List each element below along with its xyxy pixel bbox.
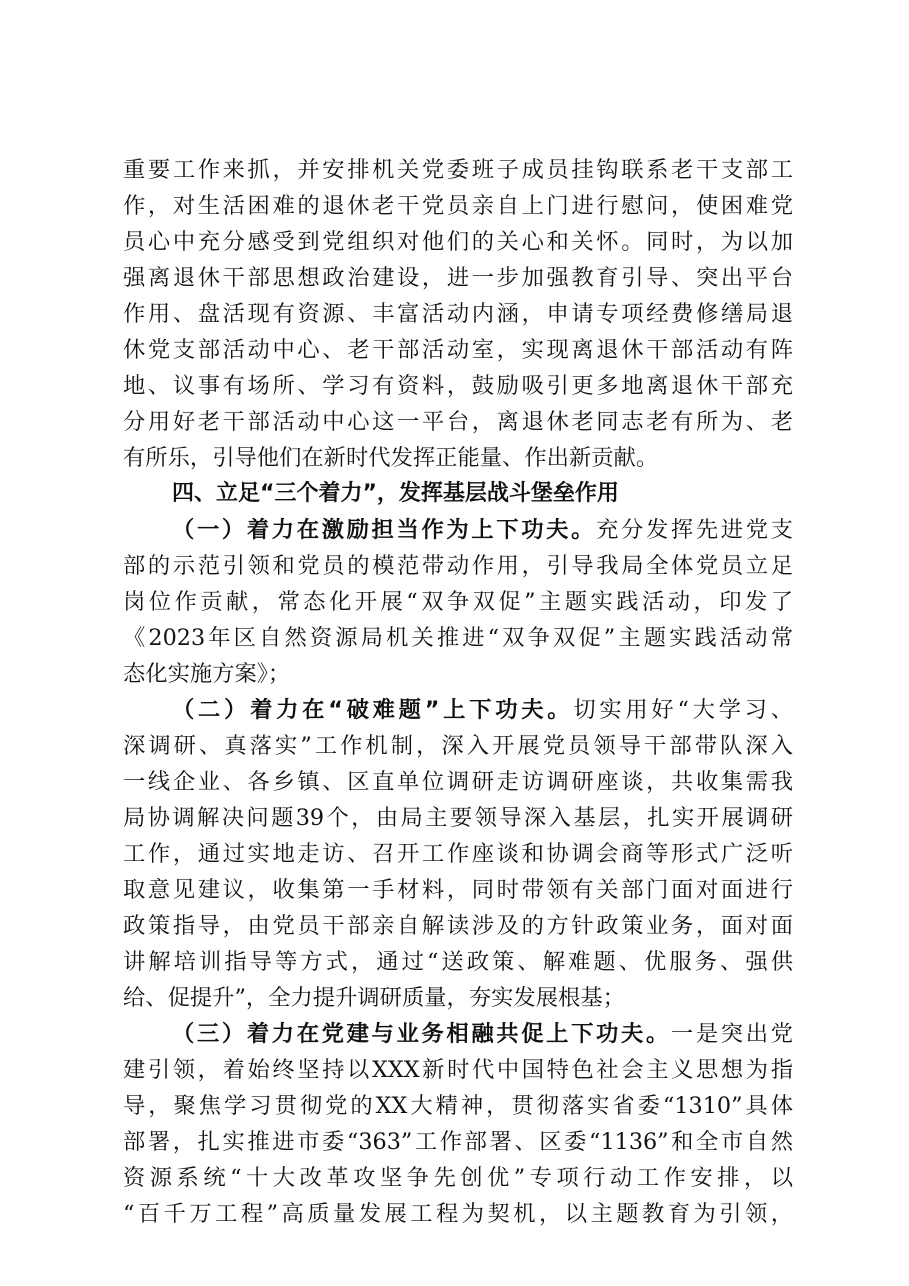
paragraph-line: “百千万工程”高质量发展工程为契机，以主题教育为引领， xyxy=(123,1201,793,1227)
paragraph-line: 态化实施方案》； xyxy=(123,661,291,687)
paragraph-line: 重要工作来抓，并安排机关党委班子成员挂钩联系老干支部工 xyxy=(123,157,793,183)
paragraph-line: 取意见建议，收集第一手材料，同时带领有关部门面对面进行 xyxy=(123,877,793,903)
subheading-lead: （三）着力在党建与业务相融共促上下功夫。 xyxy=(172,1021,671,1047)
paragraph-line: 部署，扎实推进市委“363”工作部署、区委“1136”和全市自然 xyxy=(123,1129,793,1155)
paragraph-line: 局协调解决问题39个，由局主要领导深入基层，扎实开展调研 xyxy=(123,805,793,831)
paragraph-line: 岗位作贡献，常态化开展“双争双促”主题实践活动，印发了 xyxy=(123,589,793,615)
paragraph-line: 工作，通过实地走访、召开工作座谈和协调会商等形式广泛听 xyxy=(123,841,793,867)
paragraph-line: 地、议事有场所、学习有资料，鼓励吸引更多地离退休干部充 xyxy=(123,373,793,399)
paragraph-line: 给、促提升”，全力提升调研质量，夯实发展根基； xyxy=(123,985,625,1011)
subheading-lead: （一）着力在激励担当作为上下功夫。 xyxy=(172,517,597,543)
paragraph-text: 一是突出党 xyxy=(670,1021,793,1047)
paragraph-text: 切实用好“大学习、 xyxy=(573,697,794,723)
paragraph-line: 分用好老干部活动中心这一平台，离退休老同志老有所为、老 xyxy=(123,409,793,435)
paragraph-line: 建引领，着始终坚持以XXX新时代中国特色社会主义思想为指 xyxy=(123,1057,793,1083)
paragraph-line: 作，对生活困难的退休老干党员亲自上门进行慰问，使困难党 xyxy=(123,193,793,219)
paragraph-line: 资源系统“十大改革攻坚争先创优”专项行动工作安排，以 xyxy=(123,1165,793,1191)
section-heading: 四、立足“三个着力”，发挥基层战斗堡垒作用 xyxy=(172,481,619,506)
paragraph-line: 作用、盘活现有资源、丰富活动内涵，申请专项经费修缮局退 xyxy=(123,301,793,327)
subheading-lead: （二）着力在“破难题”上下功夫。 xyxy=(172,697,574,723)
paragraph-line: 一线企业、各乡镇、区直单位调研走访调研座谈，共收集需我 xyxy=(123,769,793,795)
paragraph-line: 讲解培训指导等方式，通过“送政策、解难题、优服务、强供 xyxy=(123,949,793,975)
paragraph-line: 员心中充分感受到党组织对他们的关心和关怀。同时，为以加 xyxy=(123,229,793,255)
paragraph-line: 强离退休干部思想政治建设，进一步加强教育引导、突出平台 xyxy=(123,265,793,291)
paragraph-line: 政策指导，由党员干部亲自解读涉及的方针政策业务，面对面 xyxy=(123,913,793,939)
paragraph-line: 有所乐，引导他们在新时代发挥正能量、作出新贡献。 xyxy=(123,445,659,471)
paragraph-line: 深调研、真落实”工作机制，深入开展党员领导干部带队深入 xyxy=(123,733,793,759)
paragraph-line: 《2023年区自然资源局机关推进“双争双促”主题实践活动常 xyxy=(123,625,793,651)
paragraph-line: 导，聚焦学习贯彻党的XX大精神，贯彻落实省委“1310”具体 xyxy=(123,1093,793,1119)
paragraph-first-line xyxy=(172,694,793,726)
paragraph-line: 休党支部活动中心、老干部活动室，实现离退休干部活动有阵 xyxy=(123,337,793,363)
paragraph-first-line xyxy=(172,1018,793,1050)
paragraph-first-line xyxy=(172,514,793,546)
paragraph-line: 部的示范引领和党员的模范带动作用，引导我局全体党员立足 xyxy=(123,553,793,579)
paragraph-text: 充分发挥先进党支 xyxy=(596,517,793,543)
